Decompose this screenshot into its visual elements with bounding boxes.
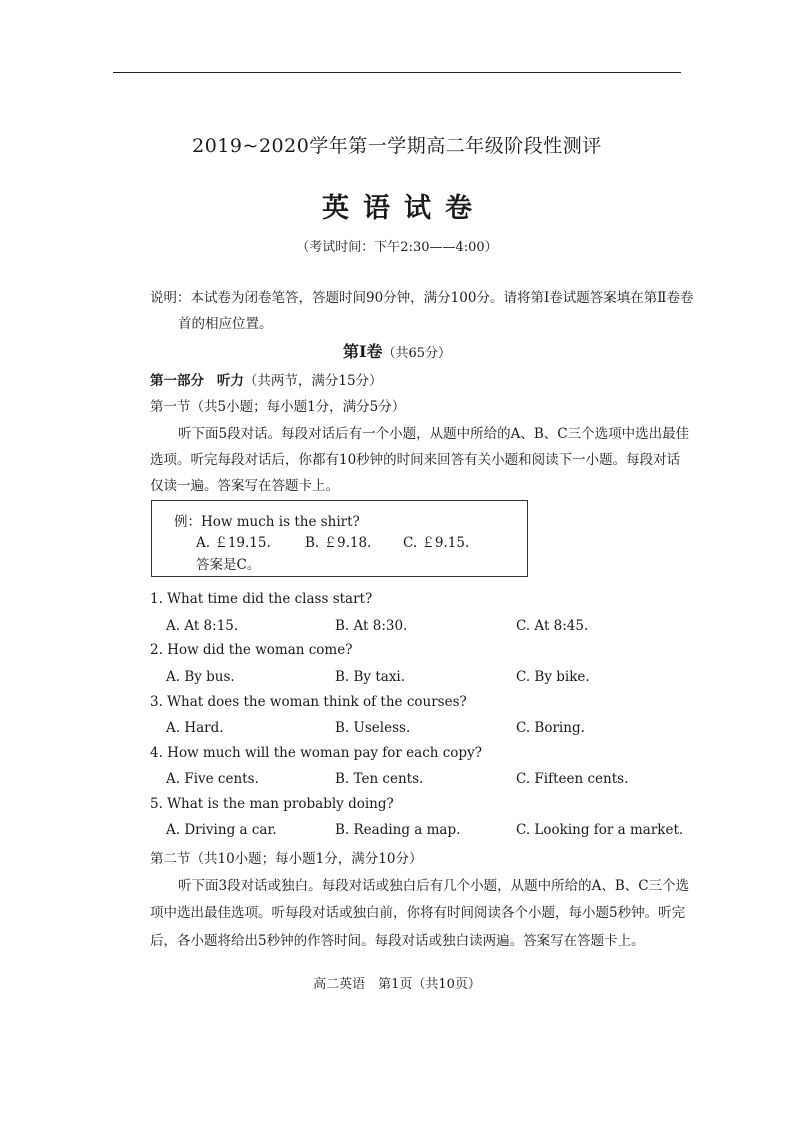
question-2-option-b: B. By taxi.: [335, 669, 406, 685]
question-1-option-a: A. At 8:15.: [166, 618, 239, 634]
question-2-option-a: A. By bus.: [166, 669, 235, 685]
question-1-option-b: B. At 8:30.: [335, 618, 408, 634]
question-2: 2. How did the woman come?: [150, 642, 353, 658]
example-question: 例：How much is the shirt?: [174, 514, 360, 530]
section1-para-line-1: 听下面5段对话。每段对话后有一个小题，从题中所给的A、B、C三个选项中选出最佳: [178, 426, 690, 442]
question-1: 1. What time did the class start?: [150, 591, 373, 607]
volume-score: （共65分）: [382, 346, 452, 361]
section1-para-line-3: 仅读一遍。答案写在答题卡上。: [150, 478, 339, 494]
volume-label: 第Ⅰ卷: [342, 342, 383, 361]
section1-para-line-2: 选项。听完每段对话后，你都有10秒钟的时间来回答有关小题和阅读下一小题。每段对话: [150, 452, 681, 468]
question-3: 3. What does the woman think of the courses?: [150, 694, 467, 710]
question-4-option-c: C. Fifteen cents.: [516, 771, 629, 787]
example-option-a: A. ￡19.15.: [196, 535, 271, 551]
question-5-option-a: A. Driving a car.: [166, 822, 277, 838]
part1-label: 第一部分: [150, 373, 204, 389]
question-2-option-c: C. By bike.: [516, 669, 590, 685]
top-rule: [113, 72, 681, 73]
part1-name: 听力: [216, 373, 244, 389]
question-5: 5. What is the man probably doing?: [150, 796, 394, 812]
exam-time: （考试时间：下午2:30——4:00）: [296, 240, 498, 255]
section2-heading: 第二节（共10小题；每小题1分，满分10分）: [150, 851, 423, 867]
question-5-option-c: C. Looking for a market.: [516, 822, 684, 838]
part1-heading: [150, 369, 383, 389]
section2-para-line-3: 后，各小题将给出5秒钟的作答时间。每段对话或独白读两遍。答案写在答题卡上。: [150, 933, 645, 949]
part1-note: （共两节，满分15分）: [243, 373, 383, 389]
example-option-b: B. ￡9.18.: [305, 535, 372, 551]
section1-heading: 第一节（共5小题；每小题1分，满分5分）: [150, 399, 406, 415]
page-footer: 高二英语 第1页（共10页）: [313, 977, 481, 992]
question-3-option-c: C. Boring.: [516, 720, 585, 736]
instructions-line-2: 首的相应位置。: [178, 316, 273, 332]
exam-title: 2019~2020学年第一学期高二年级阶段性测评: [192, 135, 602, 157]
example-option-c: C. ￡9.15.: [403, 535, 470, 551]
question-5-option-b: B. Reading a map.: [335, 822, 461, 838]
question-4-option-b: B. Ten cents.: [335, 771, 424, 787]
subject-title: 英语试卷: [322, 193, 486, 224]
question-1-option-c: C. At 8:45.: [516, 618, 589, 634]
instructions-line-1: 说明：本试卷为闭卷笔答，答题时间90分钟，满分100分。请将第Ⅰ卷试题答案填在第Ⅱ卷卷: [150, 290, 694, 306]
question-3-option-a: A. Hard.: [166, 720, 224, 736]
section2-para-line-1: 听下面3段对话或独白。每段对话或独白后有几个小题，从题中所给的A、B、C三个选: [178, 878, 690, 894]
question-4-option-a: A. Five cents.: [166, 771, 259, 787]
volume-title: [0, 339, 794, 362]
section2-para-line-2: 项中选出最佳选项。听每段对话或独白前，你将有时间阅读各个小题，每小题5秒钟。听完: [150, 905, 686, 921]
question-3-option-b: B. Useless.: [335, 720, 411, 736]
question-4: 4. How much will the woman pay for each copy?: [150, 745, 482, 761]
example-answer: 答案是C。: [196, 557, 261, 573]
